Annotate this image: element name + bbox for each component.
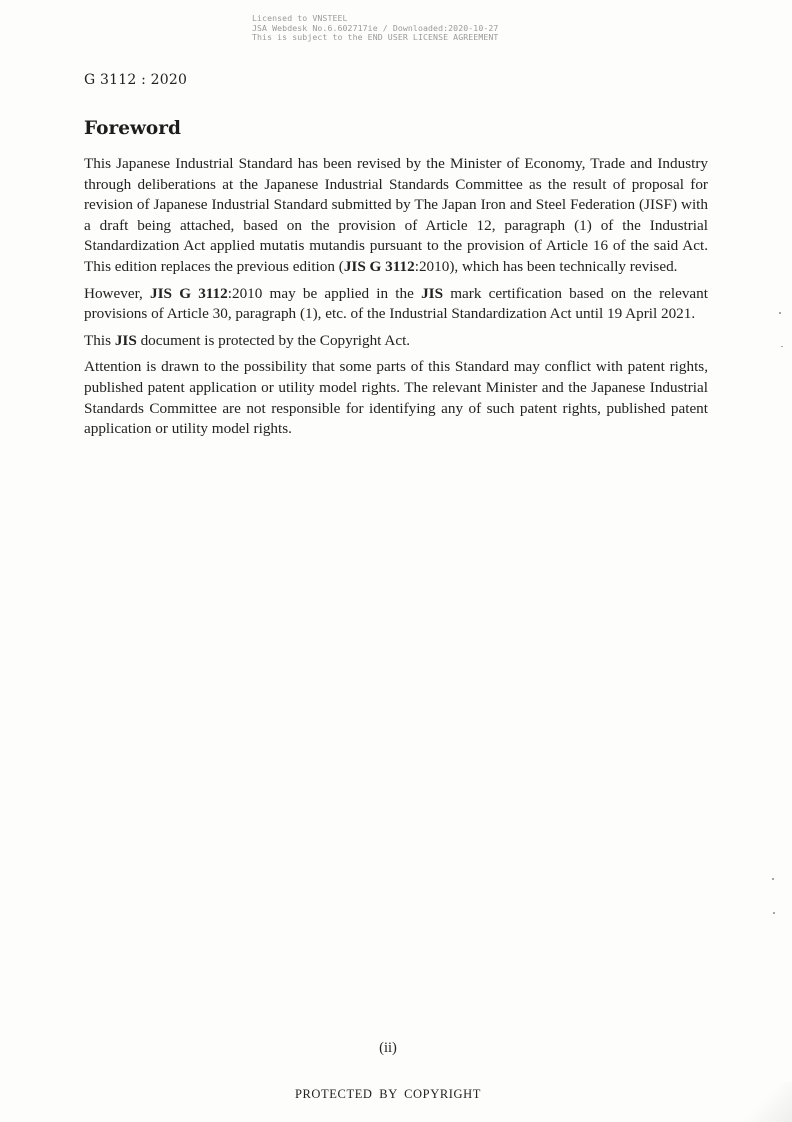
copyright-footer: PROTECTED BY COPYRIGHT — [294, 1087, 482, 1101]
scan-speck — [781, 346, 783, 347]
watermark-line: This is subject to the END USER LICENSE AGREEMENT — [252, 32, 499, 42]
watermark-line: JSA Webdesk No.6.602717ie / Downloaded:2020-10-27 — [252, 22, 499, 33]
scan-speck — [779, 312, 781, 314]
license-watermark — [252, 14, 552, 43]
scan-shadow — [702, 1082, 792, 1122]
paragraph-text: :2010), which has been technically revised. — [414, 257, 678, 275]
paragraph: Attention is drawn to the possibility that some parts of this Standard may conflict with patent rights, published patent application or utility model rights. The relevant Minister and the Japanese Industrial Standards Committee are not responsible for identifying any of such patent rights, published patent application or utility model rights. — [84, 358, 708, 438]
jis-mark: JIS — [421, 284, 444, 302]
page-title: Foreword — [84, 118, 181, 139]
foreword-body — [84, 154, 708, 446]
standard-reference: JIS G 3112 — [343, 257, 415, 275]
paragraph-text: However, — [84, 284, 151, 302]
scan-speck — [773, 912, 775, 914]
paragraph-text: This — [84, 331, 115, 349]
paragraph-text: :2010 may be applied in the — [227, 284, 422, 302]
page-number: (ii) — [379, 1040, 397, 1056]
jis-mark: JIS — [114, 331, 137, 349]
paragraph-text: mark certification based on the relevant provisions of Article 30, paragraph (1), etc. of the Industrial Standardization Act until 19 April 2021. — [84, 284, 708, 323]
watermark-line: Licensed to VNSTEEL — [252, 13, 348, 23]
paragraph — [84, 154, 708, 278]
scan-speck — [772, 878, 774, 880]
document-id: G 3112 : 2020 — [84, 72, 188, 88]
paragraph — [84, 284, 708, 325]
standard-reference: JIS G 3112 — [150, 284, 228, 302]
paragraph — [84, 331, 708, 352]
paragraph-text: This Japanese Industrial Standard has been revised by the Minister of Economy, Trade and Industry through deliberations at the Japanese Industrial Standards Committee as the result of proposal for revision of Japanese Industrial Standard submitted by The Japan Iron and Steel Federation (JISF) with a draft being attached, based on the provision of Article 12, paragraph (1) of the Industrial Standardization Act applied mutatis mutandis pursuant to the provision of Article 16 of the said Act. This edition replaces the previous edition ( — [84, 155, 708, 275]
paragraph-text: document is protected by the Copyright Act. — [136, 331, 411, 349]
